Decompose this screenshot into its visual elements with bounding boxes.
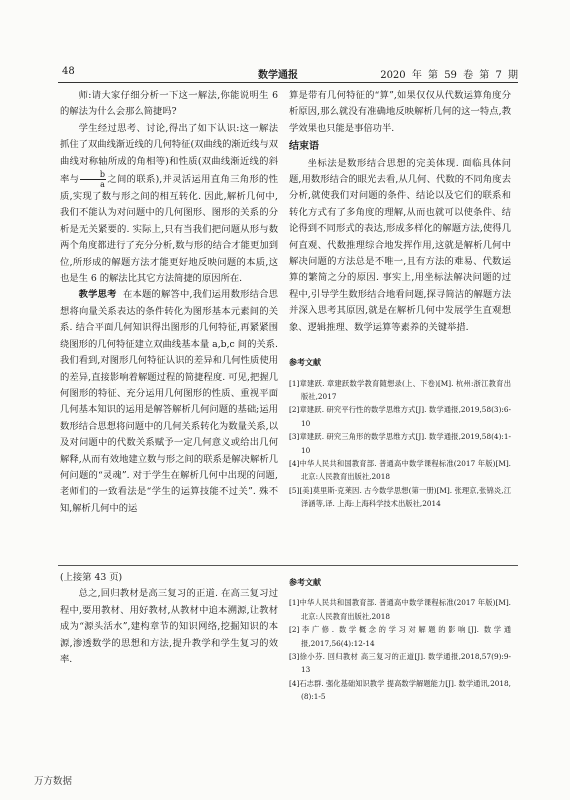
header-divider [58,82,518,83]
reference-item: [2]李广修. 数学概念的学习对解题的影响[J]. 数学通报,2017,56(4):12-14 [289,625,511,648]
reference-item: [3]章建跃. 研究三角形的数学思维方式[J]. 数学通报,2019,58(4):1-10 [289,432,511,455]
fraction-numerator: b [80,170,106,180]
continuation-column [60,570,278,668]
paragraph [60,287,278,517]
paragraph [60,121,278,288]
issue-info: 2020 年 第 59 卷 第 7 期 [380,70,518,81]
fraction-b-over-a [80,170,106,189]
paragraph: 总之,回归教材是高三复习的正道. 在高三复习过程中,要用教材、用好教材,从教材中追本溯源,让教材成为“源头活水”,建构章节的知识网络,挖掘知识的本源,渗透数学的思想和方法,提升教学和学生复习的效率. [60,588,278,666]
right-column [289,88,511,511]
conclusion-heading: 结束语 [289,141,319,153]
journal-title: 数学通报 [258,70,298,81]
reference-item: [2]章建跃. 研究平行性的数学思维方式[J]. 数学通报,2019,58(3):6-10 [289,405,511,428]
reference-item: [1]中华人民共和国教育部. 普通高中数学课程标准(2017 年版)[M]. 北京:人民教育出版社,2018 [289,598,511,621]
reference-item: [4]中华人民共和国教育部. 普通高中数学课程标准(2017 年版)[M]. 北京:人民教育出版社,2018 [289,458,511,482]
teaching-reflection-label: 教学思考 [78,289,117,301]
paragraph-text: 学生经过思考、讨论,得出了如下认识:这一解法抓住了双曲线渐近线的几何特征(双曲线的渐近线与双曲线对称轴所成的角相等)和性质(双曲线渐近线的斜率与 [60,122,278,186]
references-list [289,596,511,703]
reference-item: [4]石志群. 强化基础知识教学 提高数学解题能力[J]. 数学通讯,2018,(8):1-5 [289,678,511,702]
paragraph: 师:请大家仔细分析一下这一解法,你能说明生 6 的解法为什么会那么简捷吗? [60,90,278,118]
continued-from-label: (上接第 43 页) [60,572,123,583]
paragraph: 坐标法是数形结合思想的完美体现. 面临具体问题,用数形结合的眼光去看,从几何、代数的不同角度去分析,就使我们对问题的条件、结论以及它们的联系和转化方式有了多角度的理解,从而也就可以使条件、结论得到不同形式的表达,形成多样化的解题方法,使得几何直观、代数推理综合地发挥作用,这就是解析几何中解决问题的方法总是不唯一,且有方法的难易、代数运算的繁简之分的原因. 事实上,用坐标法解决问题的过程中,引导学生数形结合地看问题,探寻简洁的解题方法并深入思考其原因,就是在解析几何中发展学生直观想象、逻辑推理、数学运算等素养的关键举措. [289,157,511,333]
paragraph-text: 之间的联系),并灵活运用直角三角形的性质,实现了数与形之间的相互转化. 因此,解析几何中,我们不能认为对问题中的几何图形、图形的关系的分析是无关紧要的. 实际上,只有当我们把问题从形与数两个角度都进行了充分分析,数与形的结合才能更加到位,所形成的解题方法才能更好地反映问题的本质,这也是生 6 的解法比其它方法简捷的原因所在. [60,174,278,285]
paragraph: 算是带有几何特征的“算”,如果仅仅从代数运算角度分析原因,那么就没有准确地反映解析几何的这一特点,教学效果也只能是事倍功半. [289,90,511,134]
reference-item: [1]章建跃. 章建跃数学教育随想录(上、下卷)[M]. 杭州:浙江教育出版社,2017 [289,378,511,401]
section-divider [58,565,518,566]
fraction-denominator: a [100,180,105,190]
footer-watermark: 万方数据 [34,776,73,787]
references-title: 参考文献 [289,577,321,587]
page-number: 48 [62,66,75,77]
paragraph-text: 在本题的解答中,我们运用数形结合思想将向量关系表达的条件转化为图形基本元素间的关系. 结合平面几何知识得出图形的几何特征,再紧紧围绕图形的几何特征建立双曲线基本量 a,b,c 间的关系. 我们看到,对图形几何特征认识的差异和几何性质使用的差异,直接影响着解题过程的简捷程度. 可见,把握几何图形的特征、充分运用几何图形的性质、重视平面几何基本知识的运用是解答解析几何问题的基础;运用数形结合思想将问题中的几何关系转化为数量关系,以及对问题中的代数关系赋予一定几何意义或给出几何解释,从而有效地建立数与形之间的联系是解决解析几何问题的“灵魂”. 对于学生在解析几何中出现的问题,老师们的一致看法是“学生的运算技能不过关”. 殊不知,解析几何中的运 [60,289,278,514]
references-list [289,377,511,511]
references-title: 参考文献 [289,357,321,368]
reference-item: [3]徐小芬. 回归教材 高三复习的正道[J]. 数学通报,2018,57(9):9-13 [289,652,511,675]
continuation-references [289,574,511,704]
reference-item: [5][美]莫里斯·克莱因. 古今数学思想(第一册)[M]. 张理京,张锦炎,江泽涵等,译. 上海:上海科学技术出版社,2014 [289,485,511,509]
left-column [60,88,278,517]
